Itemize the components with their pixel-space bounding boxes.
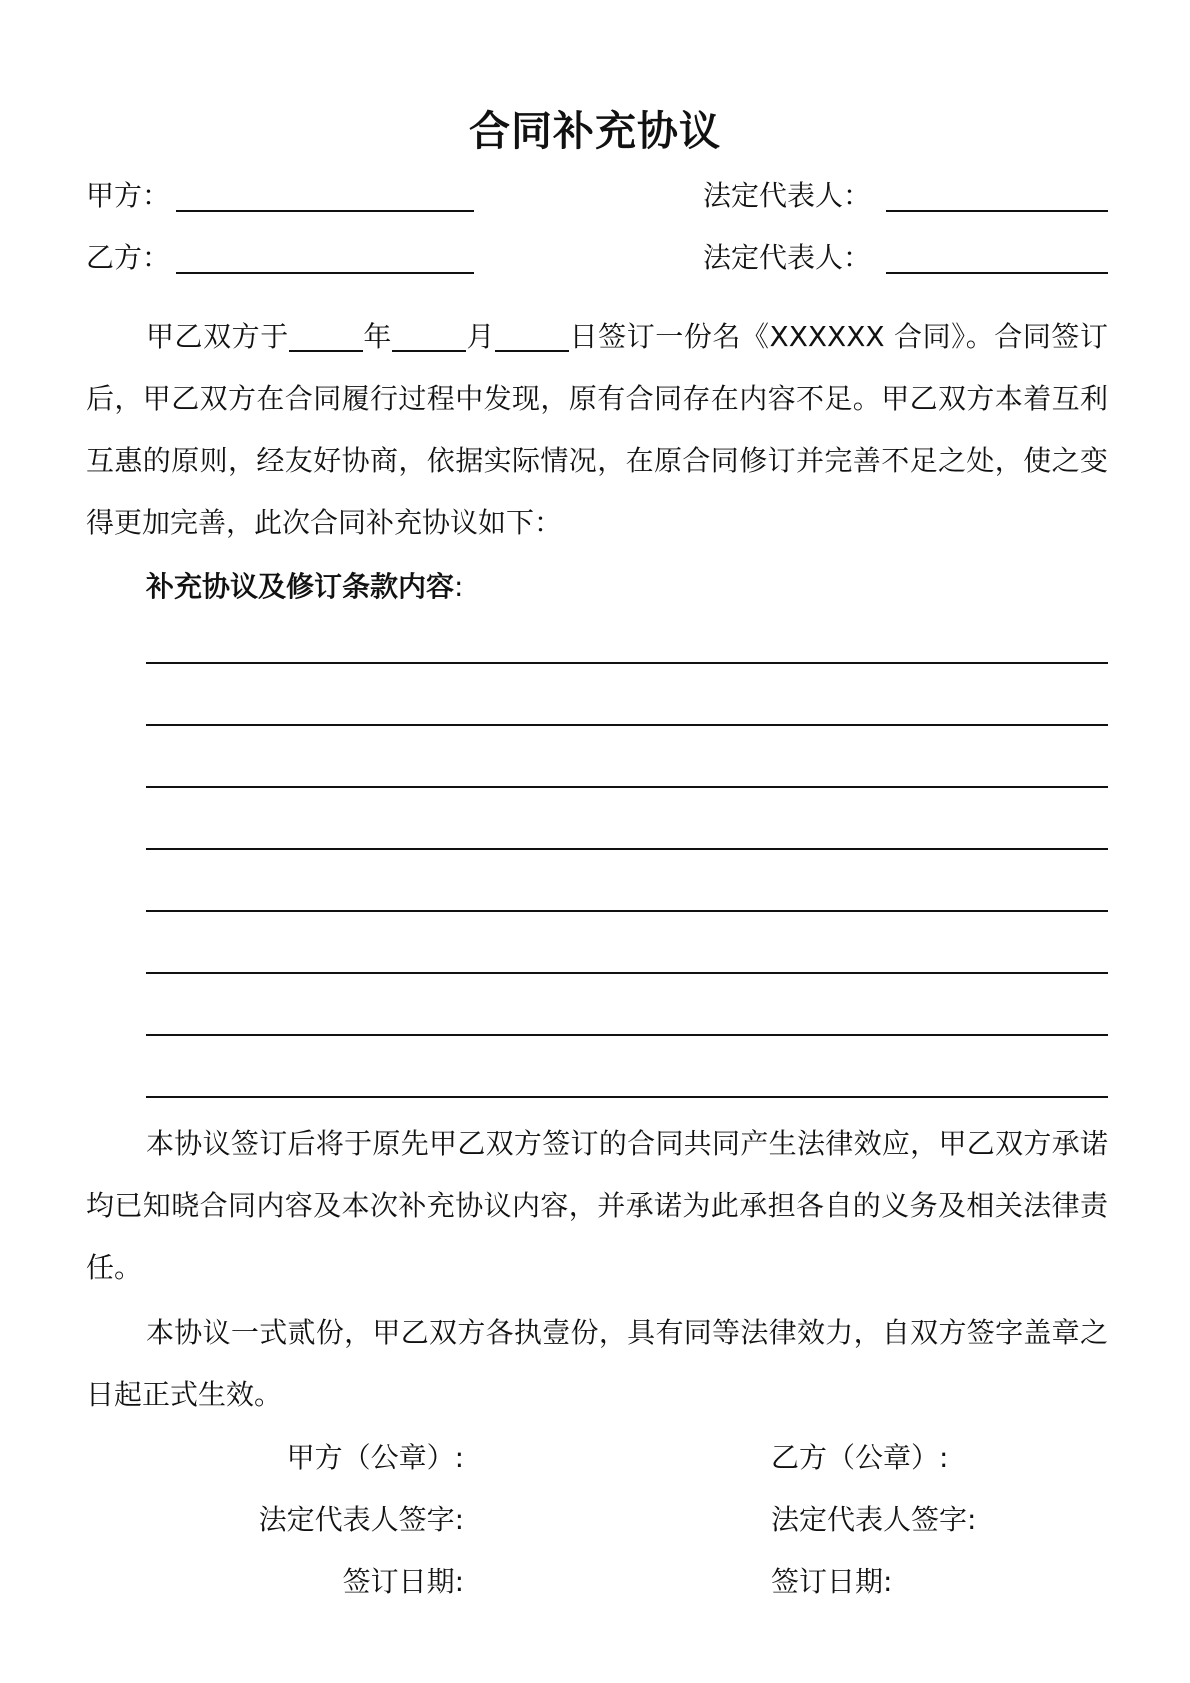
supplement-line-4[interactable] [146,848,1108,850]
party-b-input-line[interactable] [176,272,474,274]
supplement-line-7[interactable] [146,1034,1108,1036]
copies-paragraph: 本协议一式贰份，甲乙双方各执壹份，具有同等法律效力，自双方签字盖章之日起正式生效。 [86,1316,1108,1411]
supplement-heading-text: 补充协议及修订条款内容 [146,570,455,603]
party-b-date-label: 签订日期: [771,1565,893,1598]
party-b-row [86,238,1108,278]
supplement-heading-colon: : [454,570,464,603]
intro-text-start: 甲乙双方于 [146,320,289,353]
party-a-input-line[interactable] [176,210,474,212]
month-blank[interactable] [392,322,466,352]
supplement-line-1[interactable] [146,662,1108,664]
party-b-legal-rep-label: 法定代表人： [703,241,872,274]
year-label: 年 [362,320,392,353]
intro-text-rest: 日签订一份名《XXXXXX 合同》。合同签订后，甲乙双方在合同履行过程中发现，原有合同存在内容不足。甲乙双方本着互利互惠的原则，经友好协商，依据实际情况，在原合同修订并完善不足之处，使之变得更加完善，此次合同补充协议如下： [86,320,1108,539]
supplement-line-8[interactable] [146,1096,1108,1098]
month-label: 月 [465,320,496,353]
party-b-seal-label: 乙方（公章）: [771,1441,949,1474]
year-blank[interactable] [289,322,363,352]
party-a-row [86,176,1108,216]
supplement-heading [146,567,463,607]
document-title: 合同补充协议 [469,107,721,155]
party-a-label: 甲方： [86,179,171,212]
party-b-legal-rep-input-line[interactable] [886,272,1108,274]
party-b-rep-signature-label: 法定代表人签字: [771,1503,977,1536]
day-blank[interactable] [495,322,569,352]
party-b-label: 乙方： [86,241,171,274]
party-a-rep-signature-label: 法定代表人签字: [258,1503,464,1536]
supplement-line-5[interactable] [146,910,1108,912]
party-a-seal-label: 甲方（公章）: [286,1441,464,1474]
supplement-line-6[interactable] [146,972,1108,974]
party-a-date-label: 签订日期: [342,1565,464,1598]
intro-paragraph [86,306,1108,554]
supplement-line-3[interactable] [146,786,1108,788]
effect-paragraph: 本协议签订后将于原先甲乙双方签订的合同共同产生法律效应，甲乙双方承诺均已知晓合同内容及本次补充协议内容，并承诺为此承担各自的义务及相关法律责任。 [86,1127,1108,1284]
supplement-line-2[interactable] [146,724,1108,726]
party-a-legal-rep-label: 法定代表人： [703,179,872,212]
party-a-legal-rep-input-line[interactable] [886,210,1108,212]
